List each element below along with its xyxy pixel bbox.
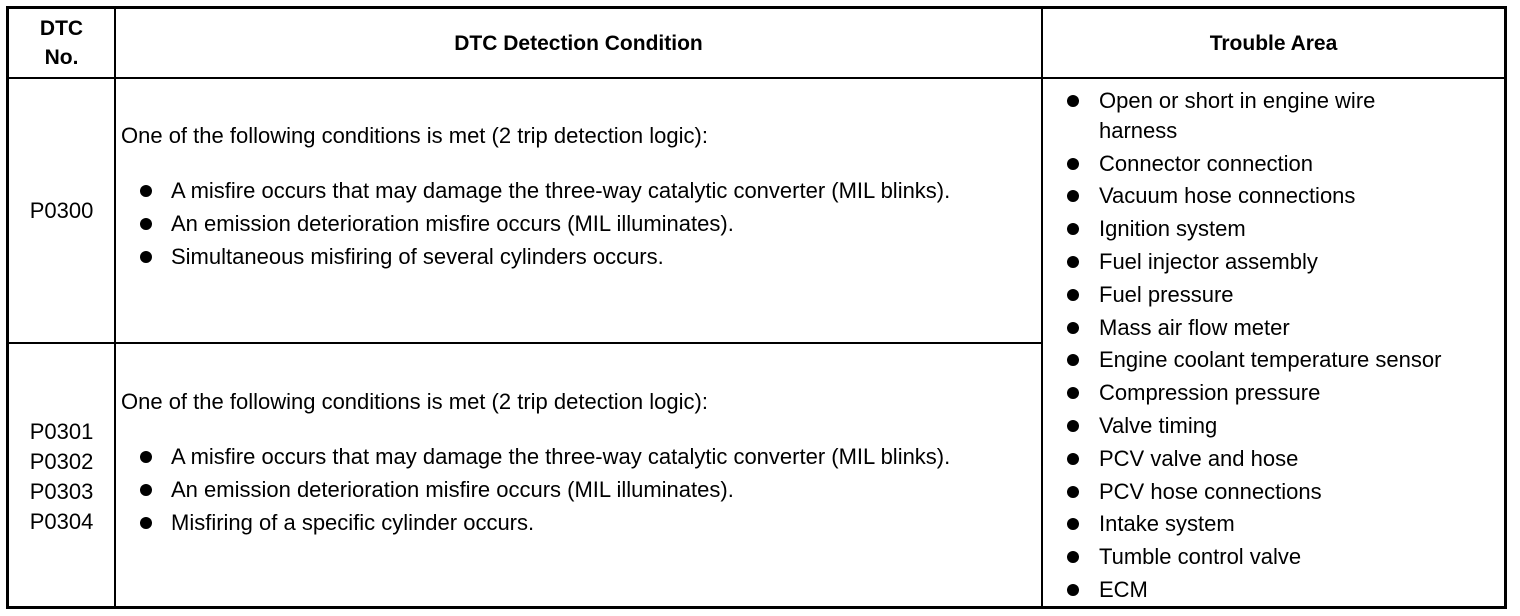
bullet-icon (1067, 584, 1079, 596)
trouble-item: Mass air flow meter (1043, 313, 1504, 343)
trouble-item: PCV valve and hose (1043, 444, 1504, 474)
trouble-list (1043, 86, 1504, 605)
bullet-icon (140, 185, 152, 197)
condition-list (121, 176, 1021, 272)
bullet-icon (1067, 223, 1079, 235)
bullet-icon (1067, 420, 1079, 432)
bullet-icon (1067, 158, 1079, 170)
bullet-icon (1067, 453, 1079, 465)
trouble-item: Vacuum hose connections (1043, 181, 1504, 211)
condition-item: A misfire occurs that may damage the three-way catalytic converter (MIL blinks). (121, 442, 991, 472)
dtc-code: P0304 (29, 509, 94, 534)
trouble-item: Intake system (1043, 509, 1504, 539)
row1-codes (9, 79, 114, 342)
trouble-item: Compression pressure (1043, 378, 1504, 408)
condition-item: Simultaneous misfiring of several cylinders occurs. (121, 242, 1021, 272)
trouble-item: Tumble control valve (1043, 542, 1504, 572)
row2-condition (121, 387, 1021, 538)
bullet-icon (140, 517, 152, 529)
header-divider (6, 77, 1507, 79)
header-dtc-line1: DTC (39, 17, 84, 40)
condition-intro: One of the following conditions is met (2 trip detection logic): (121, 389, 708, 414)
row-divider (6, 342, 1043, 344)
header-dtc-line2: No. (44, 46, 79, 69)
bullet-icon (1067, 518, 1079, 530)
dtc-code: P0301 (29, 419, 94, 444)
header-dtc-no (9, 9, 114, 77)
trouble-item: Engine coolant temperature sensor (1043, 345, 1504, 375)
bullet-icon (1067, 354, 1079, 366)
row2-codes (9, 344, 114, 606)
trouble-item: Connector connection (1043, 149, 1504, 179)
bullet-icon (140, 451, 152, 463)
trouble-item: Fuel pressure (1043, 280, 1504, 310)
bullet-icon (1067, 387, 1079, 399)
header-trouble-label: Trouble Area (1209, 31, 1338, 55)
condition-item: An emission deterioration misfire occurs (MIL illuminates). (121, 475, 1021, 505)
trouble-item: ECM (1043, 575, 1504, 605)
col-divider-1 (114, 6, 116, 609)
bullet-icon (1067, 551, 1079, 563)
bullet-icon (1067, 322, 1079, 334)
condition-item: Misfiring of a specific cylinder occurs. (121, 508, 1021, 538)
condition-intro: One of the following conditions is met (2 trip detection logic): (121, 123, 708, 148)
dtc-code: P0302 (29, 449, 94, 474)
bullet-icon (1067, 486, 1079, 498)
bullet-icon (1067, 190, 1079, 202)
bullet-icon (140, 251, 152, 263)
row1-condition (121, 121, 1021, 272)
bullet-icon (140, 484, 152, 496)
header-condition-label: DTC Detection Condition (454, 31, 703, 55)
condition-item: A misfire occurs that may damage the three-way catalytic converter (MIL blinks). (121, 176, 991, 206)
header-trouble-area (1043, 9, 1504, 77)
bullet-icon (1067, 256, 1079, 268)
dtc-code: P0303 (29, 479, 94, 504)
trouble-item: Ignition system (1043, 214, 1504, 244)
bullet-icon (1067, 289, 1079, 301)
bullet-icon (140, 218, 152, 230)
bullet-icon (1067, 95, 1079, 107)
table-border-right (1504, 6, 1507, 609)
trouble-item: Open or short in engine wire harness (1043, 86, 1439, 146)
header-condition (116, 9, 1041, 77)
dtc-code: P0300 (29, 197, 94, 223)
trouble-item: PCV hose connections (1043, 477, 1504, 507)
trouble-item: Valve timing (1043, 411, 1504, 441)
trouble-area-cell (1043, 86, 1504, 608)
condition-item: An emission deterioration misfire occurs (MIL illuminates). (121, 209, 1021, 239)
trouble-item: Fuel injector assembly (1043, 247, 1504, 277)
condition-list (121, 442, 1021, 538)
